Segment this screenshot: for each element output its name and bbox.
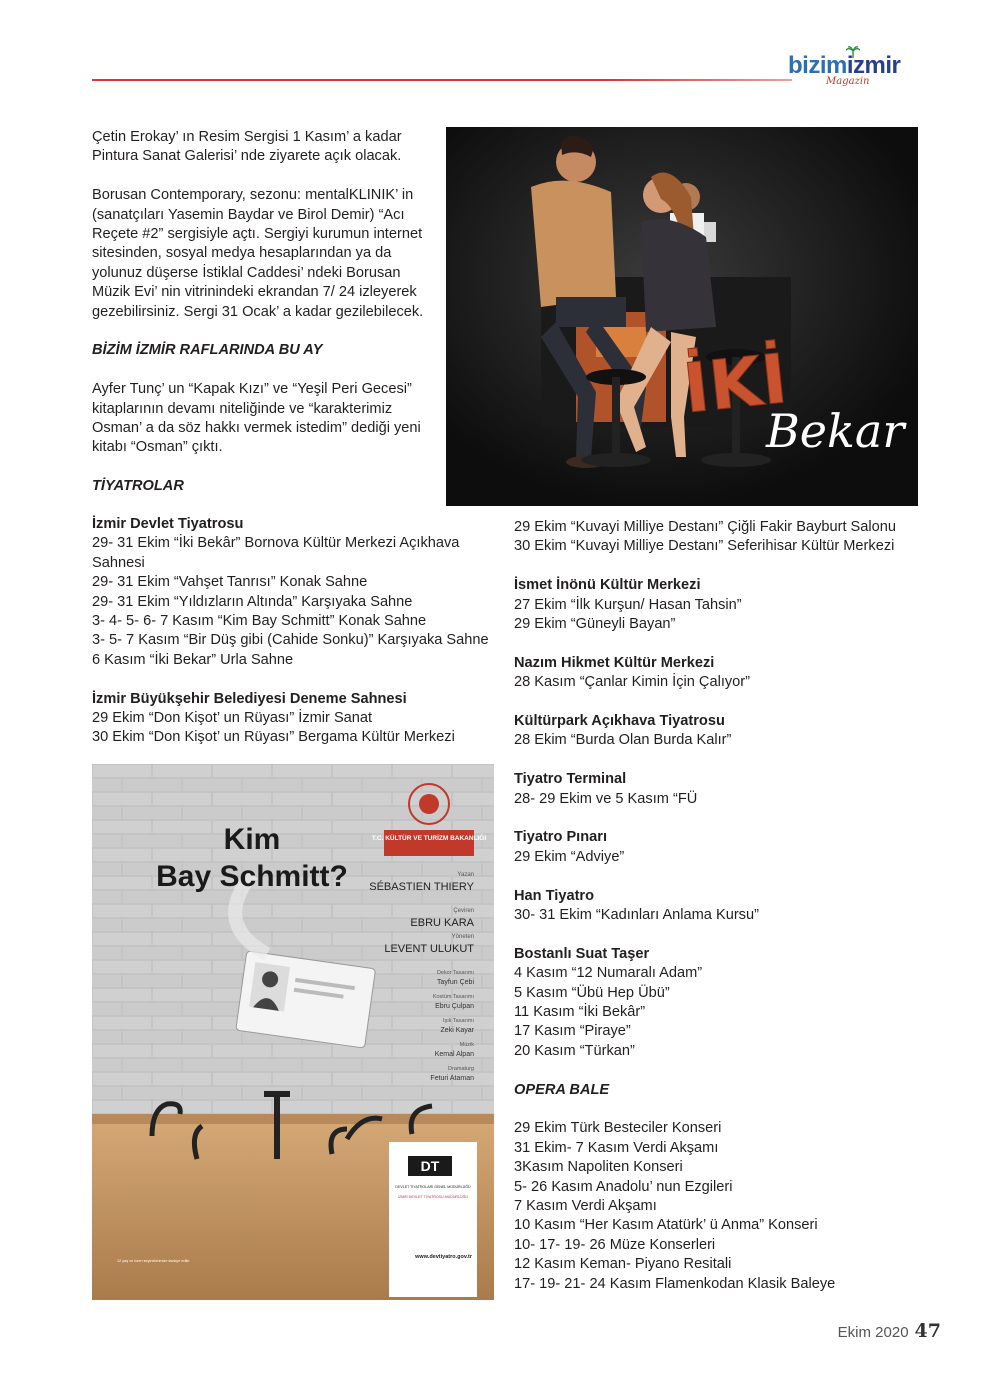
poster-credit-role: Yazan xyxy=(457,872,474,878)
poster-small-role: Işık Tasarımı xyxy=(442,1018,474,1024)
list-item: 28- 29 Ekim ve 5 Kasım “FÜ xyxy=(514,790,698,807)
page-number: 47 xyxy=(914,1320,941,1342)
list-item: 3- 5- 7 Kasım “Bir Düş gibi (Cahide Sonku)” Karşıyaka Sahne xyxy=(92,632,489,649)
poster-small-name: Tayfun Çebi xyxy=(437,979,474,986)
venue-terminal: Tiyatro Terminal xyxy=(514,771,627,788)
header-rule xyxy=(92,79,792,81)
list-item: 28 Ekim “Burda Olan Burda Kalır” xyxy=(514,732,732,749)
list-item: 29- 31 Ekim “Vahşet Tanrısı” Konak Sahne xyxy=(92,574,368,591)
heading-opera-bale: OPERA BALE xyxy=(514,1081,610,1098)
paragraph-erokay: Çetin Erokay’ ın Resim Sergisi 1 Kasım’ a kadar Pintura Sanat Galerisi’ nde ziyarete açık olacak. xyxy=(92,129,402,165)
dt-text-2: İZMİR DEVLET TİYATROSU MÜDÜRLÜĞÜ xyxy=(397,1195,469,1199)
poster-art xyxy=(92,764,494,1300)
dt-text-1: DEVLET TİYATROLARI GENEL MÜDÜRLÜĞÜ xyxy=(395,1185,471,1189)
list-item: 4 Kasım “12 Numaralı Adam” xyxy=(514,965,703,982)
list-item: 30- 31 Ekim “Kadınları Anlama Kursu” xyxy=(514,907,759,924)
venue-bostanli: Bostanlı Suat Taşer xyxy=(514,945,650,962)
kim-bay-schmitt-poster xyxy=(92,764,494,1300)
list-item: 29 Ekim “Don Kişot’ un Rüyası” İzmir Sanat xyxy=(92,710,373,727)
list-item: 6 Kasım “İki Bekar” Urla Sahne xyxy=(92,651,294,668)
list-item: 20 Kasım “Türkan” xyxy=(514,1042,635,1059)
stage-scene xyxy=(446,127,918,506)
list-item: 12 Kasım Keman- Piyano Resitali xyxy=(514,1256,732,1273)
paragraph-osman: Ayfer Tunç’ un “Kapak Kızı” ve “Yeşil Peri Gecesi” kitaplarının devamı niteliğinde ve “karakterimiz Osman’ a da söz hakkı vermek istedim” dediği yeni kitabı “Osman” çıktı. xyxy=(92,381,421,456)
list-item: 30 Ekim “Don Kişot’ un Rüyası” Bergama Kültür Merkezi xyxy=(92,729,455,746)
right-column xyxy=(514,518,934,1294)
list-item: 11 Kasım “İki Bekâr” xyxy=(514,1004,646,1021)
logo-bizim: bizim xyxy=(788,52,847,79)
poster-small-name: Feturi Ataman xyxy=(430,1075,474,1082)
list-item: 31 Ekim- 7 Kasım Verdi Akşamı xyxy=(514,1139,719,1156)
venue-pinari: Tiyatro Pınarı xyxy=(514,829,607,846)
list-item: 29 Ekim “Güneyli Bayan” xyxy=(514,616,676,633)
poster-website: www.devtiyatro.gov.tr xyxy=(415,1254,472,1260)
logo-izmir: izmir xyxy=(846,52,901,79)
dt-logo: DT xyxy=(420,1158,440,1174)
poster-small-name: Kemal Alpan xyxy=(434,1051,474,1058)
venue-kulturpark: Kültürpark Açıkhava Tiyatrosu xyxy=(514,713,725,730)
heading-tiyatrolar: TİYATROLAR xyxy=(92,478,184,495)
heading-raflar: BİZİM İZMİR RAFLARINDA BU AY xyxy=(92,342,323,359)
poster-title-2: Bay Schmitt? xyxy=(156,860,348,893)
list-item: 17 Kasım “Piraye” xyxy=(514,1023,631,1040)
poster-age-note: 12 yaş ve üzeri seyircilerimize tavsiye edilir. xyxy=(117,1259,191,1263)
list-item: 5- 26 Kasım Anadolu’ nun Ezgileri xyxy=(514,1178,733,1195)
issue-date: Ekim 2020 xyxy=(837,1324,909,1341)
list-item: 10 Kasım “Her Kasım Atatürk’ ü Anma” Konseri xyxy=(514,1217,818,1234)
venue-han: Han Tiyatro xyxy=(514,887,595,904)
logo-magazin: Magazin xyxy=(826,76,870,87)
list-item: 3- 4- 5- 6- 7 Kasım “Kim Bay Schmitt” Konak Sahne xyxy=(92,613,427,630)
poster-small-name: Ebru Çulpan xyxy=(435,1003,474,1010)
paragraph-borusan: Borusan Contemporary, sezonu: mentalKLINIK’ in (sanatçıları Yasemin Baydar ve Birol Demir) “Acı Reçete #2” sergisiyle açtı. Sergiyi kurumun internet sitesinden, sosyal medya hesaplarından ya da yolunuz düşerse İstiklal Caddesi’ ndeki Borusan Müzik Evi’ nin vitrinindeki ekrandan 7/ 24 izleyerek gezebilirsiniz. Sergi 31 Ocak’ a kadar gezilebilecek. xyxy=(92,187,424,320)
poster-small-role: Dekor Tasarımı xyxy=(436,970,474,976)
list-item: 17- 19- 21- 24 Kasım Flamenkodan Klasik Baleye xyxy=(514,1275,836,1292)
list-item: 3Kasım Napoliten Konseri xyxy=(514,1159,683,1176)
photo-title-iki: İKİ xyxy=(679,339,791,430)
list-item: 29 Ekim “Adviye” xyxy=(514,848,625,865)
venue-inonu: İsmet İnönü Kültür Merkezi xyxy=(514,577,701,594)
page-footer xyxy=(838,1320,941,1342)
poster-ministry: T.C. KÜLTÜR VE TURİZM BAKANLIĞI xyxy=(371,835,487,842)
left-column-theatres xyxy=(92,515,497,748)
poster-credit-name: EBRU KARA xyxy=(410,917,474,929)
poster-credit-role: Yöneten xyxy=(451,934,474,940)
list-item: 28 Kasım “Çanlar Kimin İçin Çalıyor” xyxy=(514,674,751,691)
list-item: 29- 31 Ekim “Yıldızların Altında” Karşıyaka Sahne xyxy=(92,593,413,610)
poster-small-role: Kostüm Tasarımı xyxy=(432,994,474,1000)
list-item: 29 Ekim Türk Besteciler Konseri xyxy=(514,1120,722,1137)
venue-deneme-sahnesi: İzmir Büyükşehir Belediyesi Deneme Sahnesi xyxy=(92,690,407,707)
poster-credit-name: SÉBASTIEN THIERY xyxy=(369,881,474,893)
list-item: 10- 17- 19- 26 Müze Konserleri xyxy=(514,1236,716,1253)
list-item: 30 Ekim “Kuvayi Milliye Destanı” Seferihisar Kültür Merkezi xyxy=(514,538,895,555)
poster-credit-name: LEVENT ULUKUT xyxy=(384,943,474,955)
venue-nazim: Nazım Hikmet Kültür Merkezi xyxy=(514,654,715,671)
list-item: 7 Kasım Verdi Akşamı xyxy=(514,1198,657,1215)
list-item: 29- 31 Ekim “İki Bekâr” Bornova Kültür Merkezi Açıkhava Sahnesi xyxy=(92,535,460,571)
iki-bekar-photo xyxy=(446,127,918,506)
list-item: 29 Ekim “Kuvayi Milliye Destanı” Çiğli Fakir Bayburt Salonu xyxy=(514,519,897,535)
magazine-logo xyxy=(788,46,923,94)
poster-title-1: Kim xyxy=(223,823,281,856)
poster-small-role: Dramaturg xyxy=(448,1066,474,1072)
list-item: 27 Ekim “İlk Kurşun/ Hasan Tahsin” xyxy=(514,596,742,613)
poster-small-name: Zeki Kayar xyxy=(440,1027,474,1034)
list-item: 5 Kasım “Übü Hep Übü” xyxy=(514,984,670,1001)
venue-izmir-devlet: İzmir Devlet Tiyatrosu xyxy=(92,516,244,532)
poster-small-role: Müzik xyxy=(459,1042,474,1048)
photo-title-bekar: Bekar xyxy=(766,404,905,458)
left-column-top xyxy=(92,128,442,497)
poster-credit-role: Çeviren xyxy=(453,908,474,914)
